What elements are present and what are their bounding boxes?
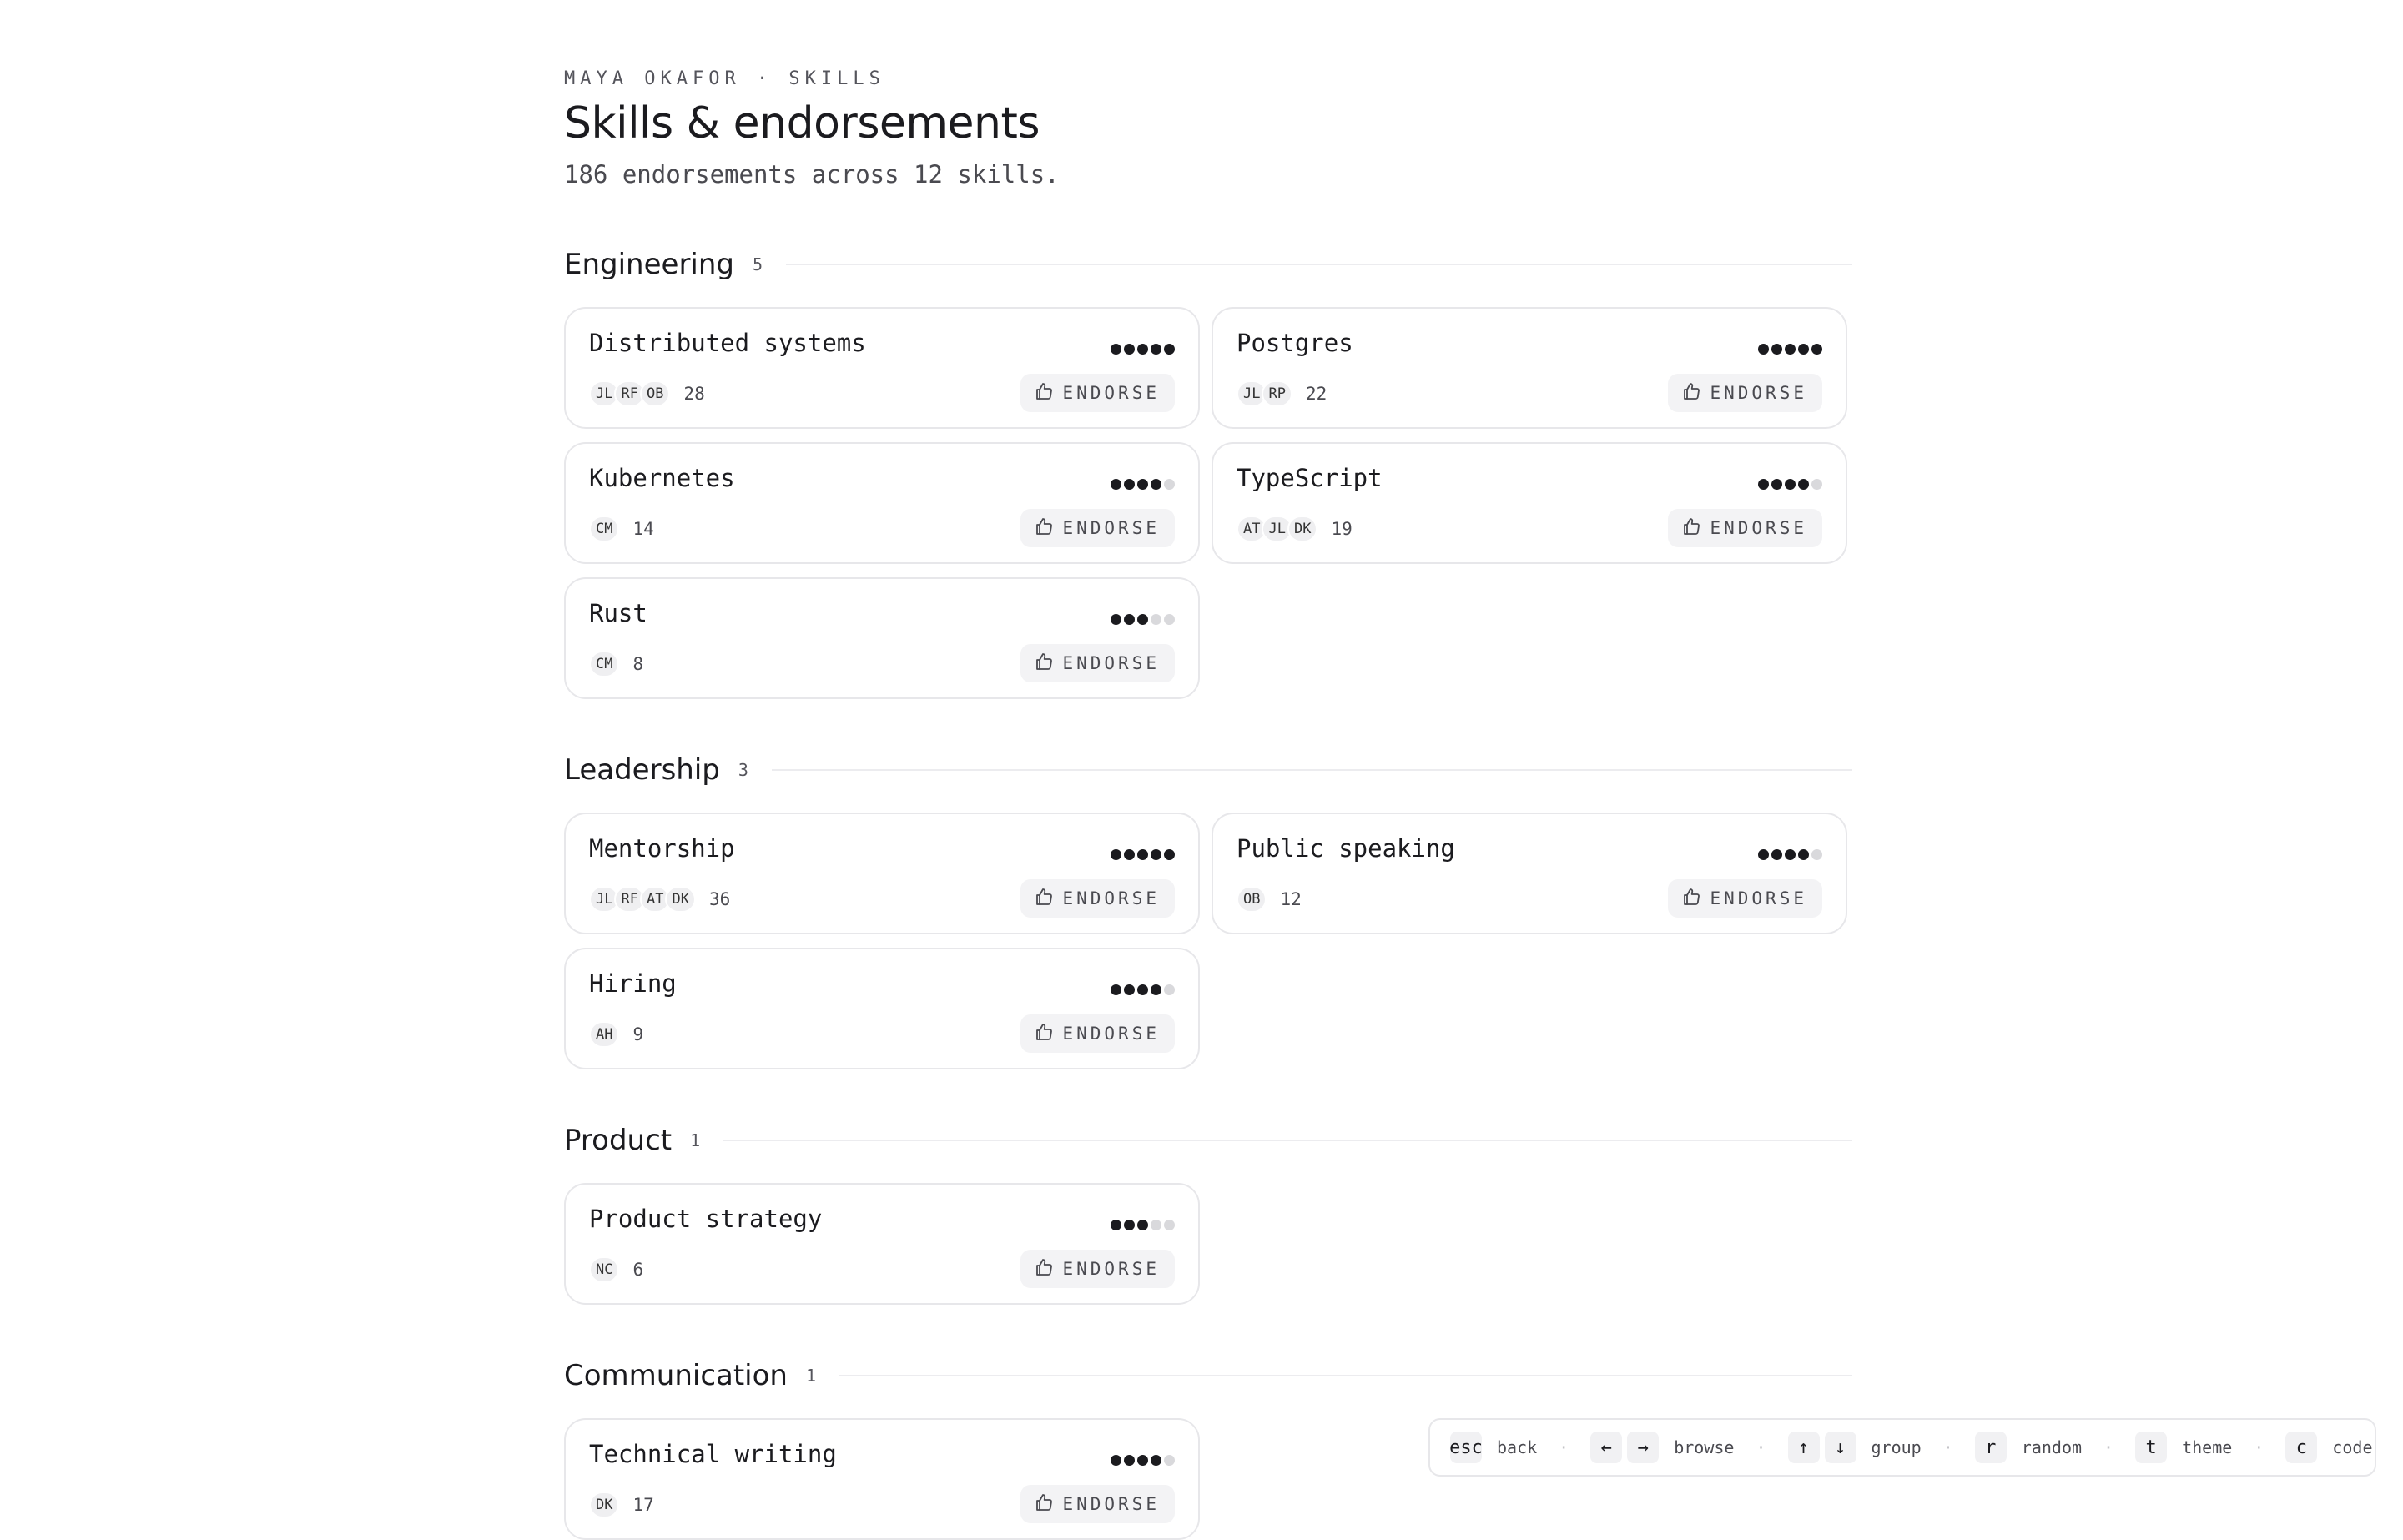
- endorsement-count: 9: [632, 1024, 644, 1044]
- level-dot: [1758, 344, 1769, 355]
- endorser-avatar[interactable]: DK: [589, 1492, 619, 1518]
- endorsers: [589, 884, 730, 914]
- skill-card[interactable]: [564, 1183, 1200, 1305]
- endorse-button[interactable]: [1020, 1485, 1175, 1523]
- level-dot: [1124, 984, 1135, 995]
- endorsement-count: 12: [1280, 889, 1302, 909]
- level-dot: [1151, 479, 1161, 490]
- group-header-engineering: [564, 244, 1852, 285]
- level-dot: [1758, 479, 1769, 490]
- skill-level-rating: [1758, 849, 1822, 860]
- endorsers: [589, 1490, 654, 1520]
- shortcut-key[interactable]: ↓: [1825, 1432, 1856, 1463]
- skill-level-rating: [1111, 849, 1175, 860]
- level-dot: [1785, 479, 1796, 490]
- level-dot: [1164, 479, 1175, 490]
- endorser-avatars: [589, 886, 691, 913]
- endorse-button[interactable]: [1668, 509, 1822, 547]
- endorser-avatar[interactable]: NC: [589, 1256, 619, 1283]
- skill-card[interactable]: [564, 307, 1200, 429]
- level-dot: [1151, 1220, 1161, 1230]
- level-dot: [1111, 1455, 1121, 1466]
- separator: ·: [1756, 1437, 1766, 1457]
- separator: ·: [1942, 1437, 1953, 1457]
- level-dot: [1164, 1455, 1175, 1466]
- endorse-label: ENDORSE: [1062, 518, 1160, 538]
- group-header-leadership: [564, 749, 1852, 791]
- level-dot: [1151, 344, 1161, 355]
- skill-card[interactable]: [1212, 813, 1847, 934]
- endorser-avatars: [589, 1256, 614, 1283]
- keyboard-shortcuts-bar: [1428, 1418, 2376, 1477]
- endorser-avatars: [589, 651, 614, 677]
- level-dot: [1124, 1455, 1135, 1466]
- endorsers: [1237, 884, 1302, 914]
- level-dot: [1124, 849, 1135, 860]
- endorsement-count: 36: [708, 889, 731, 909]
- endorser-avatars: [589, 1492, 614, 1518]
- skill-card[interactable]: [1212, 442, 1847, 564]
- divider: [723, 1140, 1852, 1141]
- endorse-button[interactable]: [1020, 644, 1175, 682]
- endorser-avatar[interactable]: AT: [1237, 516, 1267, 542]
- thumbs-up-icon: [1681, 381, 1701, 405]
- level-dot: [1771, 479, 1782, 490]
- shortcut-key[interactable]: ↑: [1788, 1432, 1820, 1463]
- thumbs-up-icon: [1681, 516, 1701, 541]
- skill-name: Kubernetes: [589, 464, 735, 492]
- endorse-button[interactable]: [1020, 1250, 1175, 1288]
- group-count: 1: [690, 1130, 701, 1150]
- skill-name: Public speaking: [1237, 834, 1455, 863]
- level-dot: [1124, 614, 1135, 625]
- endorsement-count: 22: [1305, 384, 1327, 404]
- shortcut-key[interactable]: c: [2285, 1432, 2317, 1463]
- group-count: 5: [753, 254, 763, 274]
- endorsement-count: 28: [683, 384, 705, 404]
- level-dot: [1164, 849, 1175, 860]
- skill-name: Mentorship: [589, 834, 735, 863]
- group-name: Leadership: [564, 753, 720, 787]
- shortcut-key[interactable]: ←: [1590, 1432, 1622, 1463]
- endorser-avatar[interactable]: JL: [1237, 380, 1267, 407]
- thumbs-up-icon: [1681, 887, 1701, 911]
- level-dot: [1137, 479, 1148, 490]
- endorse-label: ENDORSE: [1062, 1024, 1160, 1044]
- endorse-button[interactable]: [1020, 374, 1175, 412]
- shortcut-key[interactable]: r: [1975, 1432, 2007, 1463]
- skill-card[interactable]: [1212, 307, 1847, 429]
- skill-level-rating: [1111, 344, 1175, 355]
- endorse-button[interactable]: [1668, 374, 1822, 412]
- endorser-avatars: [1237, 886, 1262, 913]
- endorse-label: ENDORSE: [1062, 1259, 1160, 1279]
- level-dot: [1151, 849, 1161, 860]
- thumbs-up-icon: [1034, 1257, 1054, 1281]
- level-dot: [1137, 344, 1148, 355]
- endorser-avatar[interactable]: AT: [640, 886, 670, 913]
- endorser-avatars: [589, 380, 665, 407]
- endorse-button[interactable]: [1020, 879, 1175, 918]
- shortcut-label: browse: [1674, 1437, 1735, 1457]
- level-dot: [1771, 344, 1782, 355]
- group-name: Product: [564, 1124, 673, 1157]
- level-dot: [1151, 614, 1161, 625]
- level-dot: [1164, 614, 1175, 625]
- endorsement-count: 8: [632, 654, 644, 674]
- endorse-button[interactable]: [1668, 879, 1822, 918]
- endorsers: [589, 649, 643, 679]
- skill-name: Rust: [589, 599, 647, 627]
- endorser-avatar[interactable]: JL: [589, 886, 619, 913]
- endorse-label: ENDORSE: [1062, 1494, 1160, 1514]
- group-header-product: [564, 1120, 1852, 1161]
- endorse-label: ENDORSE: [1062, 653, 1160, 673]
- thumbs-up-icon: [1034, 1492, 1054, 1517]
- level-dot: [1151, 984, 1161, 995]
- thumbs-up-icon: [1034, 516, 1054, 541]
- endorse-button[interactable]: [1020, 509, 1175, 547]
- skill-level-rating: [1758, 479, 1822, 490]
- level-dot: [1111, 344, 1121, 355]
- skill-card[interactable]: [564, 813, 1200, 934]
- endorsers: [1237, 379, 1327, 409]
- endorser-avatar[interactable]: JL: [589, 380, 619, 407]
- group-name: Communication: [564, 1359, 788, 1392]
- level-dot: [1111, 479, 1121, 490]
- skill-level-rating: [1111, 984, 1175, 995]
- thumbs-up-icon: [1034, 1022, 1054, 1046]
- endorser-avatar[interactable]: OB: [640, 380, 670, 407]
- endorsers: [589, 1255, 643, 1285]
- level-dot: [1785, 344, 1796, 355]
- endorser-avatars: [1237, 516, 1312, 542]
- endorsers: [1237, 514, 1353, 544]
- skill-level-rating: [1111, 614, 1175, 625]
- endorser-avatars: [1237, 380, 1287, 407]
- skill-level-rating: [1758, 344, 1822, 355]
- group-count: 1: [805, 1366, 817, 1386]
- level-dot: [1124, 1220, 1135, 1230]
- shortcut-key[interactable]: t: [2135, 1432, 2167, 1463]
- thumbs-up-icon: [1034, 381, 1054, 405]
- level-dot: [1164, 984, 1175, 995]
- level-dot: [1798, 479, 1809, 490]
- level-dot: [1124, 479, 1135, 490]
- level-dot: [1151, 1455, 1161, 1466]
- shortcut-label: theme: [2182, 1437, 2233, 1457]
- thumbs-up-icon: [1034, 652, 1054, 676]
- divider: [839, 1375, 1852, 1376]
- endorsement-count: 17: [632, 1495, 654, 1515]
- skill-name: Distributed systems: [589, 329, 866, 357]
- endorsement-count: 6: [632, 1260, 644, 1280]
- skill-name: TypeScript: [1237, 464, 1383, 492]
- skill-card[interactable]: [564, 948, 1200, 1069]
- level-dot: [1811, 479, 1822, 490]
- divider: [772, 769, 1852, 771]
- group-name: Engineering: [564, 248, 734, 281]
- shortcut-label: random: [2021, 1437, 2083, 1457]
- skill-name: Hiring: [589, 969, 677, 998]
- level-dot: [1124, 344, 1135, 355]
- level-dot: [1798, 849, 1809, 860]
- skill-name: Technical writing: [589, 1440, 837, 1468]
- skill-level-rating: [1111, 1220, 1175, 1230]
- endorser-avatar[interactable]: JL: [1262, 516, 1292, 542]
- endorsers: [589, 1019, 643, 1049]
- divider: [786, 264, 1852, 265]
- endorsers: [589, 379, 705, 409]
- thumbs-up-icon: [1034, 887, 1054, 911]
- level-dot: [1137, 614, 1148, 625]
- level-dot: [1137, 1455, 1148, 1466]
- endorsers: [589, 514, 654, 544]
- endorser-avatar[interactable]: OB: [1237, 886, 1267, 913]
- endorse-label: ENDORSE: [1710, 518, 1807, 538]
- skill-card[interactable]: [564, 577, 1200, 699]
- shortcut-label: back: [1497, 1437, 1538, 1457]
- endorser-avatar[interactable]: RP: [1262, 380, 1292, 407]
- endorser-avatar[interactable]: DK: [665, 886, 695, 913]
- level-dot: [1758, 849, 1769, 860]
- skill-level-rating: [1111, 1455, 1175, 1466]
- endorser-avatar[interactable]: CM: [589, 651, 619, 677]
- endorser-avatar[interactable]: RF: [614, 886, 644, 913]
- endorse-label: ENDORSE: [1062, 383, 1160, 403]
- endorsement-count: 14: [632, 519, 654, 539]
- level-dot: [1111, 1220, 1121, 1230]
- skill-card[interactable]: [564, 1418, 1200, 1540]
- shortcut-label: code: [2332, 1437, 2373, 1457]
- skill-card[interactable]: [564, 442, 1200, 564]
- group-count: 3: [738, 760, 748, 780]
- endorse-label: ENDORSE: [1710, 888, 1807, 908]
- level-dot: [1164, 1220, 1175, 1230]
- level-dot: [1137, 1220, 1148, 1230]
- endorse-label: ENDORSE: [1062, 888, 1160, 908]
- level-dot: [1771, 849, 1782, 860]
- shortcut-label: group: [1871, 1437, 1922, 1457]
- level-dot: [1164, 344, 1175, 355]
- endorser-avatar[interactable]: AH: [589, 1021, 619, 1048]
- group-header-communication: [564, 1355, 1852, 1397]
- level-dot: [1785, 849, 1796, 860]
- endorse-label: ENDORSE: [1710, 383, 1807, 403]
- endorse-button[interactable]: [1020, 1014, 1175, 1053]
- skill-level-rating: [1111, 479, 1175, 490]
- level-dot: [1811, 849, 1822, 860]
- endorser-avatar[interactable]: RF: [614, 380, 644, 407]
- breadcrumb: MAYA OKAFOR · SKILLS: [564, 68, 885, 89]
- level-dot: [1798, 344, 1809, 355]
- separator: ·: [2254, 1437, 2264, 1457]
- endorser-avatar[interactable]: DK: [1287, 516, 1317, 542]
- level-dot: [1111, 614, 1121, 625]
- level-dot: [1811, 344, 1822, 355]
- separator: ·: [2103, 1437, 2114, 1457]
- page-title: Skills & endorsements: [564, 98, 1040, 148]
- shortcut-key[interactable]: →: [1627, 1432, 1659, 1463]
- level-dot: [1137, 984, 1148, 995]
- level-dot: [1111, 984, 1121, 995]
- endorser-avatars: [589, 516, 614, 542]
- level-dot: [1137, 849, 1148, 860]
- skill-name: Product strategy: [589, 1205, 823, 1233]
- endorser-avatar[interactable]: CM: [589, 516, 619, 542]
- endorser-avatars: [589, 1021, 614, 1048]
- endorsement-count: 19: [1331, 519, 1353, 539]
- separator: ·: [1559, 1437, 1569, 1457]
- skill-name: Postgres: [1237, 329, 1353, 357]
- level-dot: [1111, 849, 1121, 860]
- page-subtitle: 186 endorsements across 12 skills.: [564, 160, 1060, 189]
- shortcut-key[interactable]: esc: [1450, 1432, 1482, 1463]
